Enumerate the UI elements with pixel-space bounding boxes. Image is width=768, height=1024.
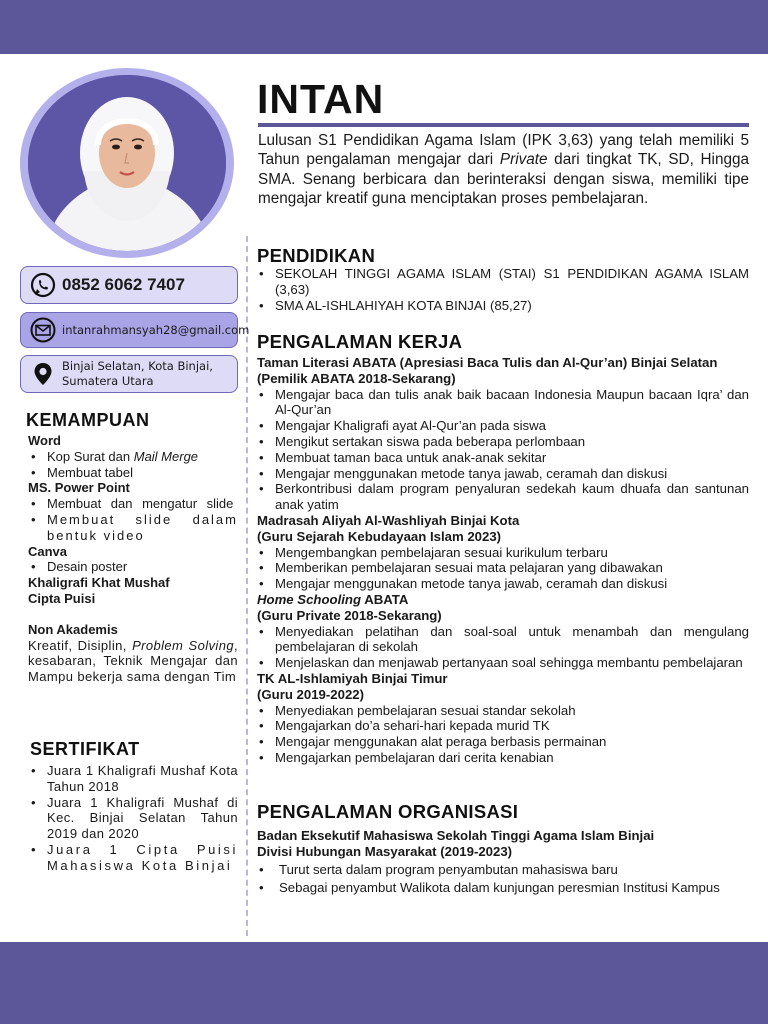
address-line-1: Binjai Selatan, Kota Binjai, — [62, 359, 213, 373]
skill-ppt-heading: MS. Power Point — [28, 480, 130, 496]
list-item: • Menyediakan pelatihan dan soal-soal untuk menambah dan mengulang pembelajaran di sekolah — [257, 624, 749, 656]
non-akademis-text: Kreatif, Disiplin, Problem Solving, kesabaran, Teknik Mengajar dan Mampu bekerja sama dengan Tim — [28, 637, 238, 685]
list-item: • Mengembangkan pembelajaran sesuai kurikulum terbaru — [257, 545, 749, 561]
job-role: (Guru Sejarah Kebudayaan Islam 2023) — [257, 528, 502, 544]
mail-icon — [30, 317, 56, 343]
job-org: Madrasah Aliyah Al-Washliyah Binjai Kota — [257, 512, 520, 528]
job-org: Taman Literasi ABATA (Apresiasi Baca Tulis dan Al-Qur’an) Binjai Selatan — [257, 355, 718, 370]
list-item: • Desain poster — [28, 559, 238, 575]
non-akademis-heading: Non Akademis — [28, 621, 118, 637]
job-org: Home Schooling ABATA — [257, 591, 409, 607]
phone-number: 0852 6062 7407 — [62, 275, 185, 294]
avatar-portrait — [28, 75, 226, 251]
title-underline — [258, 123, 749, 127]
list-item: • Membuat slide dalam bentuk video — [28, 512, 238, 544]
skill-khaligrafi: Khaligrafi Khat Mushaf — [28, 575, 170, 591]
list-item: • Turut serta dalam program penyambutan mahasiswa baru — [257, 862, 749, 878]
job-role: (Pemilik ABATA 2018-Sekarang) — [257, 370, 456, 386]
skills-section — [28, 433, 238, 685]
whatsapp-icon — [30, 272, 56, 298]
location-pin-icon — [30, 361, 56, 387]
list-item: • Juara 1 Khaligrafi Mushaf Kota Tahun 2018 — [28, 763, 238, 795]
list-item: • Mengajar menggunakan alat peraga berbasis permainan — [257, 734, 749, 750]
email-contact[interactable] — [20, 312, 250, 348]
experience-section — [257, 355, 749, 766]
list-item: • Sebagai penyambut Walikota dalam kunjungan peresmian Institusi Kampus — [257, 880, 749, 896]
organization-role: Divisi Hubungan Masyarakat (2019-2023) — [257, 843, 513, 859]
organization-name: Badan Eksekutif Mahasiswa Sekolah Tinggi Agama Islam Binjai — [257, 828, 655, 843]
experience-heading: PENGALAMAN KERJA — [257, 331, 463, 352]
skill-cipta-puisi: Cipta Puisi — [28, 590, 96, 606]
organization-section — [257, 828, 749, 896]
address-line-2: Sumatera Utara — [62, 374, 154, 388]
list-item: • Mengajarkan do’a sehari-hari kepada murid TK — [257, 718, 749, 734]
profile-summary: Lulusan S1 Pendidikan Agama Islam (IPK 3,63) yang telah memiliki 5 Tahun pengalaman mengajar dari Private dari tingkat TK, SD, Hingga SMA. Senang berbicara dan berinteraksi dengan siswa, memiliki tipe mengajar kreatif guna menciptakan proses pembelajaran. — [258, 132, 749, 208]
address-contact — [20, 355, 238, 393]
list-item: • Juara 1 Cipta Puisi Mahasiswa Kota Binjai — [28, 842, 238, 874]
list-item: • Membuat tabel — [28, 465, 238, 481]
list-item: • Membuat taman baca untuk anak-anak sekitar — [257, 450, 749, 466]
list-item: • Mengajar baca dan tulis anak baik bacaan Indonesia Maupun bacaan Iqra’ dan Al-Qur’an — [257, 387, 749, 419]
list-item: • SMA AL-ISHLAHIYAH KOTA BINJAI (85,27) — [257, 298, 749, 314]
certificates-section — [28, 763, 238, 874]
skill-canva-heading: Canva — [28, 543, 68, 559]
list-item: • Mengajarkan pembelajaran dari cerita kenabian — [257, 750, 749, 766]
list-item: • SEKOLAH TINGGI AGAMA ISLAM (STAI) S1 PENDIDIKAN AGAMA ISLAM (3,63) — [257, 266, 749, 298]
job-role: (Guru Private 2018-Sekarang) — [257, 607, 442, 623]
column-divider — [246, 236, 248, 936]
list-item: • Menyediakan pembelajaran sesuai standar sekolah — [257, 703, 749, 719]
list-item: • Mengajar menggunakan metode tanya jawab, ceramah dan diskusi — [257, 576, 749, 592]
page-title: INTAN — [257, 76, 385, 122]
header-band — [0, 0, 768, 54]
list-item: • Mengajar Khaligrafi ayat Al-Qur’an pada siswa — [257, 418, 749, 434]
list-item: • Menjelaskan dan menjawab pertanyaan soal sehingga membantu pembelajaran — [257, 655, 749, 671]
list-item: • Mengikut sertakan siswa pada beberapa perlombaan — [257, 434, 749, 450]
phone-contact[interactable] — [20, 266, 238, 304]
list-item: • Berkontribusi dalam program penyaluran sedekah kaum dhuafa dan santunan anak yatim — [257, 481, 749, 513]
skills-heading: KEMAMPUAN — [26, 410, 150, 430]
job-org: TK AL-Ishlamiyah Binjai Timur — [257, 670, 448, 686]
education-section — [257, 266, 749, 313]
list-item: • Mengajar menggunakan metode tanya jawab, ceramah dan diskusi — [257, 466, 749, 482]
email-address: intanrahmansyah28@gmail.com — [62, 323, 250, 337]
education-heading: PENDIDIKAN — [257, 245, 376, 266]
certificates-heading: SERTIFIKAT — [30, 739, 140, 759]
avatar — [28, 75, 226, 251]
organization-heading: PENGALAMAN ORGANISASI — [257, 801, 519, 822]
list-item: • Juara 1 Khaligrafi Mushaf di Kec. Binjai Selatan Tahun 2019 dan 2020 — [28, 795, 238, 842]
job-role: (Guru 2019-2022) — [257, 686, 365, 702]
address — [62, 359, 213, 389]
list-item: • Memberikan pembelajaran sesuai mata pelajaran yang dibawakan — [257, 560, 749, 576]
list-item: • Kop Surat dan Mail Merge — [28, 449, 238, 465]
list-item: • Membuat dan mengatur slide — [28, 496, 238, 512]
footer-band — [0, 942, 768, 1024]
skill-word-heading: Word — [28, 433, 61, 448]
